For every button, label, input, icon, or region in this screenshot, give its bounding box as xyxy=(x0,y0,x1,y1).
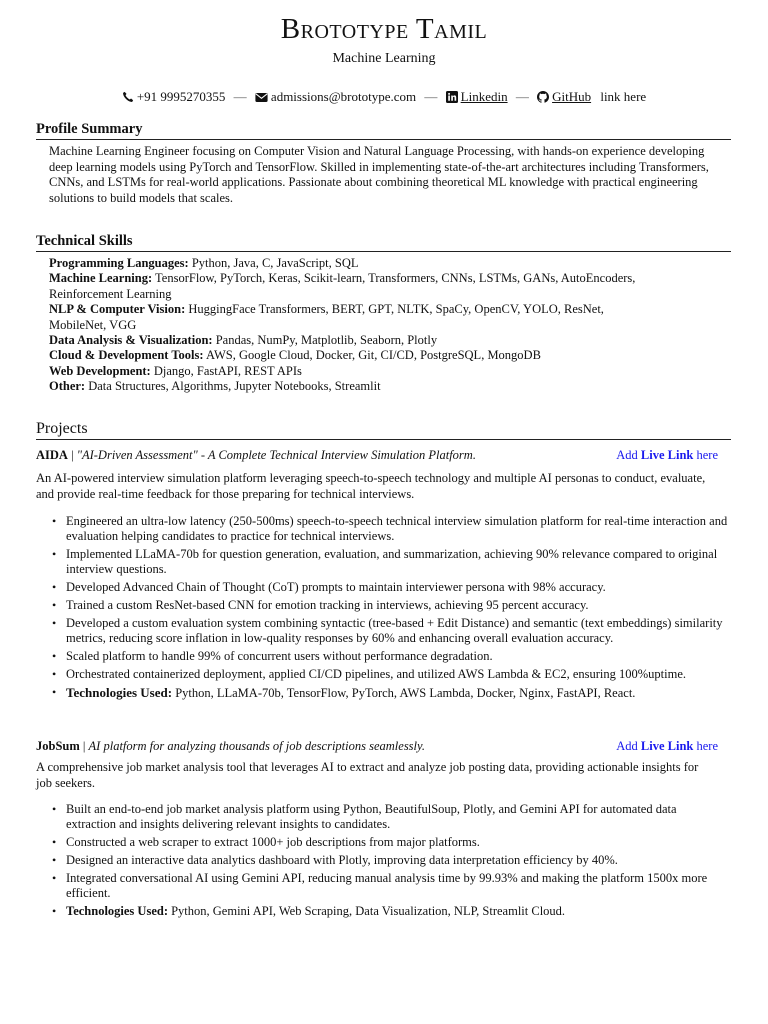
contact-separator: — xyxy=(424,89,438,104)
phone-number[interactable]: +91 9995270355 xyxy=(136,89,226,104)
live-link[interactable]: Add Live Link here xyxy=(616,739,718,753)
project-header xyxy=(36,447,718,463)
skills-list xyxy=(49,256,719,395)
list-item: • Trained a custom ResNet-based CNN for emotion tracking in interviews, achieving 95 percent accuracy. xyxy=(48,598,738,613)
profile-summary-heading: Profile Summary xyxy=(36,120,731,140)
list-item: • Constructed a web scraper to extract 1000+ job descriptions from major platforms. xyxy=(48,835,708,850)
technologies-item xyxy=(48,904,708,919)
project-tagline: "AI-Driven Assessment" - A Complete Technical Interview Simulation Platform. xyxy=(76,448,476,462)
list-item: • Developed Advanced Chain of Thought (CoT) prompts to maintain interviewer persona with 98% accuracy. xyxy=(48,580,738,595)
project-description: A comprehensive job market analysis tool that leverages AI to extract and analyze job posting data, providing actionable insights for job seekers. xyxy=(36,760,699,790)
candidate-name: Brototype Tamil xyxy=(280,13,488,45)
skill-row xyxy=(49,256,719,271)
skill-label: Machine Learning: xyxy=(49,271,153,286)
skill-value: Data Structures, Algorithms, Jupyter Notebooks, Streamlit xyxy=(88,379,381,394)
skill-row xyxy=(49,348,719,363)
technologies-label: Technologies Used: xyxy=(66,685,173,701)
skill-value: Python, Java, C, JavaScript, SQL xyxy=(191,256,359,270)
skill-label: Other: xyxy=(49,379,86,394)
project-bullets xyxy=(48,802,708,922)
project-tagline: AI platform for analyzing thousands of job descriptions seamlessly. xyxy=(88,739,426,753)
skill-value: Django, FastAPI, REST APIs xyxy=(153,363,302,378)
skill-row xyxy=(49,379,719,394)
skill-label: Web Development: xyxy=(49,363,151,378)
project-header xyxy=(36,738,718,754)
profile-summary-text: Machine Learning Engineer focusing on Computer Vision and Natural Language Processing, with hands-on experience developing deep learning models using PyTorch and TensorFlow. Skilled in implementing state-of-the-art architectures including Transformers, CNNs, and LSTMs for real-world applications. Passionate about combining theoretical ML knowledge with practical engineering solutions to build models that scales. xyxy=(49,144,709,205)
technologies-value: Python, LLaMA-70b, TensorFlow, PyTorch, AWS Lambda, Docker, Nginx, FastAPI, React. xyxy=(175,686,636,701)
skill-row xyxy=(49,333,719,348)
candidate-role: Machine Learning xyxy=(332,51,436,66)
skill-label: NLP & Computer Vision: xyxy=(49,302,186,317)
list-item: • Orchestrated containerized deployment, applied CI/CD pipelines, and utilized AWS Lambda & EC2, ensuring 100%uptime. xyxy=(48,667,738,682)
list-item: • Designed an interactive data analytics dashboard with Plotly, improving data interpretation efficiency by 40%. xyxy=(48,853,708,868)
live-link[interactable]: Add Live Link here xyxy=(616,448,718,462)
contact-separator: — xyxy=(515,89,529,104)
envelope-icon xyxy=(255,90,268,108)
phone-icon xyxy=(122,90,134,108)
list-item: • Developed a custom evaluation system combining syntactic (tree-based + Edit Distance) and semantic (text embeddings) similarity metrics, reducing score inflation in low-quality responses by 60% and enhancing overall evaluation accuracy. xyxy=(48,616,738,647)
email-link[interactable]: admissions@brototype.com xyxy=(270,89,417,104)
github-link[interactable]: GitHub xyxy=(552,89,592,104)
linkedin-link[interactable]: Linkedin xyxy=(460,89,508,104)
link-suffix: link here xyxy=(600,89,647,104)
list-item: • Scaled platform to handle 99% of concurrent users without performance degradation. xyxy=(48,649,738,664)
contact-separator: — xyxy=(233,89,247,104)
project-bullets xyxy=(48,514,738,704)
technologies-value: Python, Gemini API, Web Scraping, Data Visualization, NLP, Streamlit Cloud. xyxy=(171,904,566,919)
technical-skills-heading: Technical Skills xyxy=(36,232,731,252)
project-name: AIDA xyxy=(36,448,68,462)
skill-label: Cloud & Development Tools: xyxy=(49,348,204,363)
github-icon xyxy=(537,90,549,108)
list-item: • Engineered an ultra-low latency (250-500ms) speech-to-speech technical interview simulation platform for real-time interaction and evaluation helping candidates to practice for technical interviews. xyxy=(48,514,738,545)
technologies-label: Technologies Used: xyxy=(66,904,168,919)
skill-row xyxy=(49,271,669,302)
skill-row xyxy=(49,364,719,379)
technologies-item xyxy=(48,685,738,701)
skill-value: TensorFlow, PyTorch, Keras, Scikit-learn, Transformers, CNNs, LSTMs, GANs, AutoEncoders, Reinforcement Learning xyxy=(49,271,636,301)
projects-heading: Projects xyxy=(36,420,731,440)
skill-value: Pandas, NumPy, Matplotlib, Seaborn, Plotly xyxy=(215,333,438,348)
linkedin-icon xyxy=(446,90,458,108)
skill-value: AWS, Google Cloud, Docker, Git, CI/CD, PostgreSQL, MongoDB xyxy=(205,348,541,363)
skill-value: HuggingFace Transformers, BERT, GPT, NLTK, SpaCy, OpenCV, YOLO, ResNet, MobileNet, VGG xyxy=(49,302,604,332)
project-description: An AI-powered interview simulation platform leveraging speech-to-speech technology and multiple AI personas to conduct, evaluate, and provide real-time feedback for those preparing for technical interviews. xyxy=(36,471,706,501)
contact-bar xyxy=(0,88,768,108)
list-item: • Integrated conversational AI using Gemini API, reducing manual analysis time by 99.93% and making the platform 1500x more efficient. xyxy=(48,871,708,902)
project-separator: | xyxy=(82,739,86,753)
list-item: • Implemented LLaMA-70b for question generation, evaluation, and summarization, achieving 90% relevance compared to original interview questions. xyxy=(48,547,738,578)
skill-row xyxy=(49,302,649,333)
project-name: JobSum xyxy=(36,739,80,753)
skill-label: Data Analysis & Visualization: xyxy=(49,333,213,348)
list-item: • Built an end-to-end job market analysis platform using Python, BeautifulSoup, Plotly, and Gemini API for automated data extraction and insights delivering relevant insights to candidates. xyxy=(48,802,708,833)
project-separator: | xyxy=(71,448,74,462)
skill-label: Programming Languages: xyxy=(49,256,189,270)
